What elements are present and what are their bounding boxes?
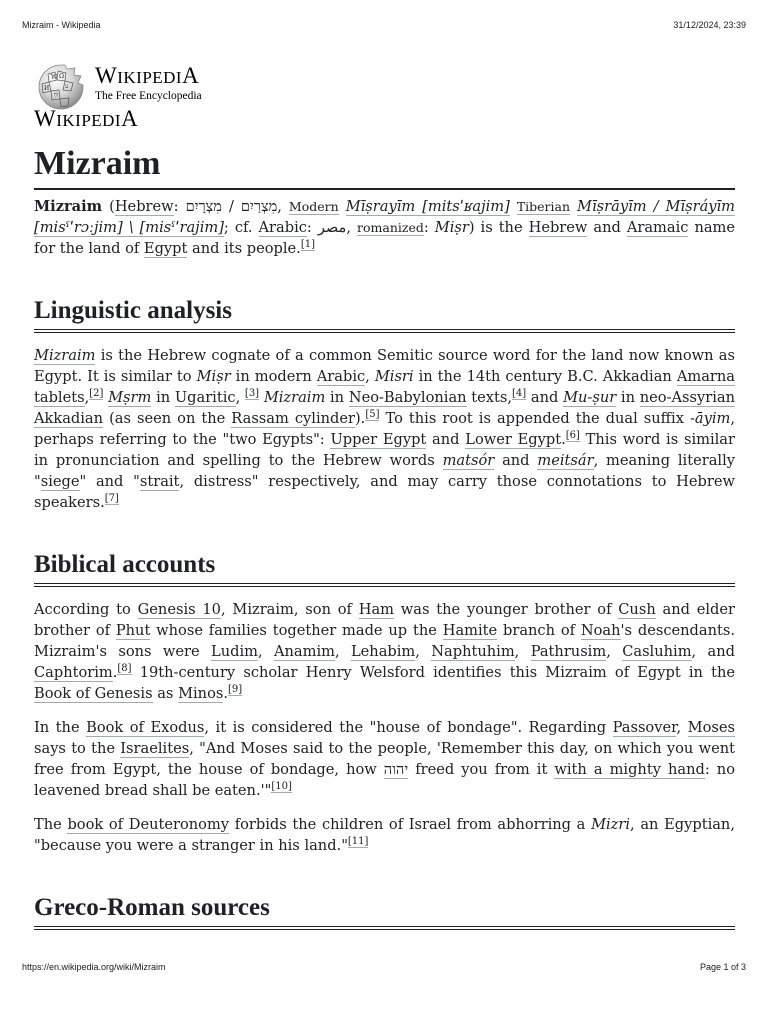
link-meitsar[interactable]: meitsár	[537, 452, 594, 469]
citation-11[interactable]: [11]	[347, 836, 369, 848]
svg-text:W: W	[51, 74, 58, 81]
citation-9[interactable]: [9]	[228, 684, 243, 696]
link-lehabim[interactable]: Lehabim	[350, 643, 416, 660]
link-amarna-tablets[interactable]: Amarna tablets	[34, 368, 735, 406]
link-with-a-mighty-hand[interactable]: with a mighty hand	[554, 761, 705, 778]
wikipedia-logo[interactable]	[34, 62, 202, 110]
link-hebrew[interactable]: Hebrew	[528, 219, 588, 236]
citation-2[interactable]: [2]	[89, 388, 104, 400]
wikipedia-tagline: The Free Encyclopedia	[95, 90, 202, 102]
link-phut[interactable]: Phut	[115, 622, 151, 639]
wikipedia-wordmark-secondary[interactable]: WIKIPEDIA	[34, 106, 139, 131]
svg-text:ウ: ウ	[53, 92, 60, 99]
svg-text:И: И	[44, 85, 50, 92]
paragraph-biblical-2: In the Book of Exodus, it is considered the "house of bondage". Regarding Passover, Moses says to the Israelites, "And Moses said to the people, 'Remember this day, on which you went free from Egypt, the house of bondage, how יהוה freed you from it with a mighty hand: no leavened bread shall be eaten.'"[10]	[34, 719, 735, 799]
link-arabic-language[interactable]: Arabic	[316, 368, 366, 385]
citation-1[interactable]: [1]	[300, 239, 315, 251]
link-genesis-10[interactable]: Genesis 10	[137, 601, 221, 618]
citation-6[interactable]: [6]	[565, 430, 580, 442]
wikipedia-globe-icon	[34, 62, 88, 110]
link-modern-pronunciation[interactable]: Mīṣrayīm [mitsˈʁajim]	[345, 198, 510, 215]
link-lower-egypt[interactable]: Lower Egypt	[465, 431, 562, 448]
citation-4[interactable]: [4]	[512, 388, 527, 400]
link-strait[interactable]: strait	[139, 473, 180, 490]
link-book-of-exodus[interactable]: Book of Exodus	[86, 719, 205, 736]
link-ham[interactable]: Ham	[358, 601, 395, 618]
link-passover[interactable]: Passover	[612, 719, 677, 736]
citation-5[interactable]: [5]	[365, 409, 380, 421]
link-noah[interactable]: Noah	[580, 622, 621, 639]
link-hebrew-language[interactable]: Hebrew	[114, 198, 174, 215]
citation-3[interactable]: [3]	[244, 388, 260, 400]
link-egypt[interactable]: Egypt	[143, 240, 188, 257]
article-content	[34, 142, 735, 930]
link-book-of-genesis[interactable]: Book of Genesis	[34, 685, 153, 702]
link-romanization[interactable]: romanized	[357, 220, 424, 235]
link-caphtorim[interactable]: Caphtorim	[34, 664, 113, 681]
wikipedia-wordmark: WIKIPEDIA	[95, 63, 200, 88]
link-moses[interactable]: Moses	[687, 719, 735, 736]
link-casluhim[interactable]: Casluhim	[622, 643, 692, 660]
link-modern-hebrew[interactable]: Modern	[288, 199, 339, 214]
print-header	[22, 20, 746, 30]
link-mizraim[interactable]: Mizraim	[34, 347, 96, 364]
link-anamim[interactable]: Anamim	[273, 643, 335, 660]
print-url: https://en.wikipedia.org/wiki/Mizraim	[22, 962, 166, 972]
link-siege[interactable]: siege	[40, 473, 80, 490]
citation-7[interactable]: [7]	[104, 493, 119, 505]
paragraph-linguistic: Mizraim is the Hebrew cognate of a common Semitic source word for the land now known as Egypt. It is similar to Miṣr in modern Arabic, Misri in the 14th century B.C. Akkadian Amarna tablets,[2] Mṣrm in Ugaritic, [3] Mizraim in Neo-Babylonian texts,[4] and Mu-ṣur in neo-Assyrian Akkadian (as seen on the Rassam cylinder).[5] To this root is appended the dual suffix -āyim, perhaps referring to the "two Egypts": Upper Egypt and Lower Egypt.[6] This word is similar in pronunciation and spelling to the Hebrew words matsór and meitsár, meaning literally "siege" and "strait, distress" respectively, and may carry those connotations to Hebrew speakers.[7]	[34, 347, 735, 511]
page-title: Mizraim	[34, 142, 735, 190]
svg-text:ע: ע	[65, 83, 69, 90]
heading-linguistic-analysis: Linguistic analysis	[34, 296, 735, 333]
link-minos[interactable]: Minos	[178, 685, 224, 702]
link-hamite[interactable]: Hamite	[442, 622, 498, 639]
link-tetragrammaton[interactable]: יהוה	[383, 761, 409, 778]
link-mu-sur[interactable]: Mu-ṣur	[563, 389, 617, 406]
link-rassam-cylinder[interactable]: Rassam cylinder	[231, 410, 355, 427]
heading-greco-roman-sources: Greco-Roman sources	[34, 893, 735, 930]
lead-paragraph: Mizraim (Hebrew: מִצְרַיִם / מִצְרָיִם, Modern Mīṣrayīm [mitsˈʁajim] Tiberian Mīṣrāyīm / Mīṣráyīm [misˤˈrɔːjim] \ [misˤˈrajim]; cf. Arabic: مصر, romanized: Miṣr) is the Hebrew and Aramaic name for the land of Egypt and its people.[1]	[34, 198, 736, 257]
link-tiberian-hebrew[interactable]: Tiberian	[516, 199, 571, 214]
link-ugaritic[interactable]: Ugaritic	[174, 389, 236, 406]
citation-8[interactable]: [8]	[117, 663, 132, 675]
link-upper-egypt[interactable]: Upper Egypt	[330, 431, 427, 448]
link-book-of-deuteronomy[interactable]: book of Deuteronomy	[67, 816, 230, 833]
link-naphtuhim[interactable]: Naphtuhim	[431, 643, 515, 660]
svg-text:Ω: Ω	[59, 73, 64, 80]
link-arabic[interactable]: Arabic	[258, 219, 307, 236]
link-pathrusim[interactable]: Pathrusim	[530, 643, 607, 660]
print-page-number: Page 1 of 3	[699, 962, 746, 972]
link-matsor[interactable]: matsór	[442, 452, 495, 469]
heading-biblical-accounts: Biblical accounts	[34, 550, 735, 587]
print-page-title: Mizraim - Wikipedia	[22, 20, 101, 30]
link-tiberian-pronunciation[interactable]: Mīṣrāyīm / Mīṣráyīm [misˤˈrɔːjim] \ [misˤˈrajim]	[34, 198, 736, 236]
link-neo-babylonian[interactable]: Neo-Babylonian	[348, 389, 467, 406]
link-aramaic[interactable]: Aramaic	[626, 219, 689, 236]
paragraph-biblical-1: According to Genesis 10, Mizraim, son of Ham was the younger brother of Cush and elder brother of Phut whose families together made up the Hamite branch of Noah's descendants. Mizraim's sons were Ludim, Anamim, Lehabim, Naphtuhim, Pathrusim, Casluhim, and Caphtorim.[8] 19th-century scholar Henry Welsford identifies this Mizraim of Egypt in the Book of Genesis as Minos.[9]	[34, 601, 736, 702]
print-footer	[22, 962, 746, 972]
link-cush[interactable]: Cush	[618, 601, 656, 618]
paragraph-biblical-3: The book of Deuteronomy forbids the children of Israel from abhorring a Mizri, an Egyptian, "because you were a stranger in his land."[11]	[34, 816, 735, 854]
link-neo-assyrian-akkadian[interactable]: neo-Assyrian Akkadian	[34, 389, 735, 427]
citation-10[interactable]: [10]	[271, 781, 292, 793]
print-datetime: 31/12/2024, 23:39	[673, 20, 746, 30]
link-ludim[interactable]: Ludim	[211, 643, 258, 660]
link-msrm[interactable]: Mṣrm	[108, 389, 152, 406]
link-israelites[interactable]: Israelites	[120, 740, 190, 757]
